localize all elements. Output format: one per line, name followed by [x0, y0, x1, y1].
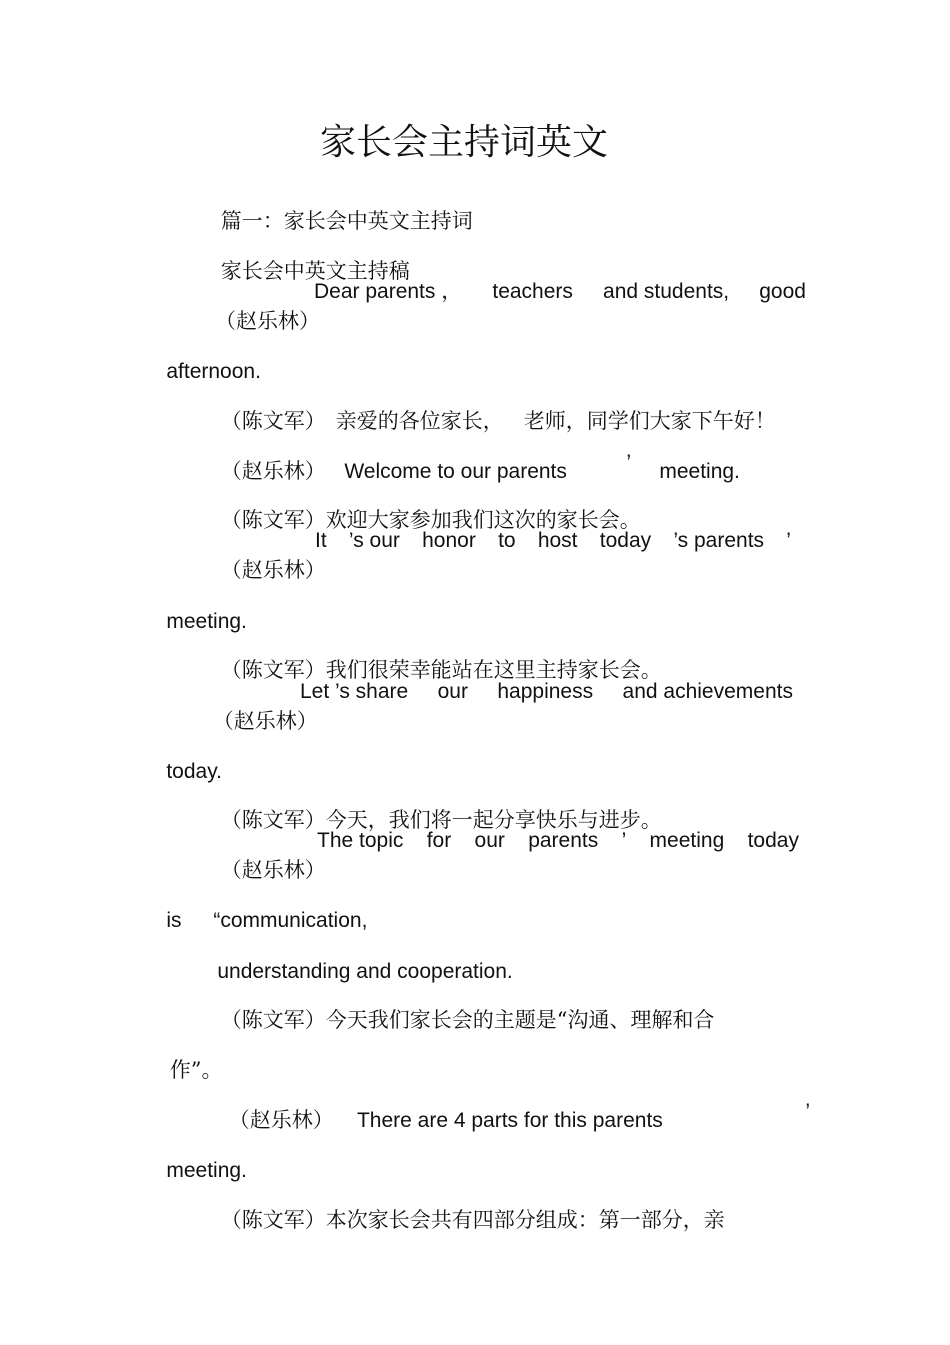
word: ’ — [805, 1100, 811, 1123]
speaker-label: （赵乐林） — [228, 1108, 334, 1132]
speaker-label: （陈文军） — [220, 1008, 326, 1032]
word: It — [315, 529, 327, 552]
word: There are 4 parts for this parents — [356, 1109, 663, 1132]
line-text: afternoon. — [166, 360, 261, 383]
word: and achievements — [622, 680, 793, 703]
line-text: 我们很荣幸能站在这里主持家长会。 — [325, 658, 662, 682]
line-text: meeting. — [166, 610, 247, 633]
word: honor — [422, 529, 476, 552]
word: Let ’s share — [300, 680, 409, 703]
line-text: 篇一：家长会中英文主持词 — [220, 209, 473, 233]
dialogue-english — [636, 427, 740, 517]
speaker-label: （赵乐林） — [220, 459, 326, 483]
word: and students, — [603, 280, 730, 303]
line-text: 作”。 — [169, 1058, 223, 1082]
word: good — [759, 280, 806, 303]
speaker-label: （陈文军） — [220, 508, 326, 532]
speaker-label: （赵乐林） — [220, 858, 326, 882]
word: “communication, — [213, 909, 368, 932]
word: ’ — [621, 829, 627, 852]
word: ’s our — [348, 529, 400, 552]
speaker-label: （陈文军） — [220, 409, 326, 433]
word: today — [599, 529, 652, 552]
dialogue-english — [334, 1076, 663, 1166]
continuation-line — [143, 876, 182, 966]
word: our — [437, 680, 468, 703]
apostrophe — [782, 1067, 810, 1157]
dialogue-line — [194, 1175, 725, 1265]
dialogue-english — [317, 826, 799, 856]
word: ’ — [786, 529, 791, 552]
line-text: 家长会中英文主持稿 — [220, 259, 410, 283]
speaker-label: （赵乐林） — [220, 558, 326, 582]
word: parents — [528, 829, 599, 852]
dialogue-english — [314, 277, 806, 307]
word: happiness — [497, 680, 594, 703]
word: our — [474, 829, 505, 852]
word: host — [537, 529, 578, 552]
word: teachers — [492, 280, 573, 303]
line-text: 亲爱的各位家长， 老师，同学们大家下午好！ — [335, 409, 776, 433]
word: Dear parents ， — [314, 280, 463, 303]
line-text: 本次家长会共有四部分组成：第一部分，亲 — [325, 1208, 725, 1232]
line-text: meeting. — [166, 1159, 247, 1182]
word: is — [166, 909, 182, 932]
speaker-label: （陈文军） — [220, 1208, 326, 1232]
speaker-label: （赵乐林） — [212, 709, 318, 733]
dialogue-english — [300, 677, 793, 707]
line-text: today. — [166, 760, 222, 783]
dialogue-line — [194, 975, 714, 1065]
word: meeting. — [659, 460, 740, 483]
word: ’s parents — [673, 529, 765, 552]
line-text: 今天我们家长会的主题是“沟通、理解和合 — [325, 1008, 715, 1032]
word: to — [498, 529, 516, 552]
speaker-label: （赵乐林） — [215, 309, 320, 333]
dialogue-english — [315, 526, 791, 556]
word: The topic — [317, 829, 404, 852]
speaker-label: （陈文军） — [220, 808, 326, 832]
word: ’ — [626, 451, 632, 474]
line-text: 欢迎大家参加我们这次的家长会。 — [325, 508, 641, 532]
word: for — [426, 829, 452, 852]
word: today — [747, 829, 799, 852]
word: Welcome to our parents — [344, 460, 567, 483]
line-text: understanding and cooperation. — [217, 960, 513, 983]
speaker-label: （陈文军） — [220, 658, 326, 682]
word: meeting — [649, 829, 725, 852]
document-title: 家长会主持词英文 — [319, 122, 608, 163]
line-text: 今天，我们将一起分享快乐与进步。 — [325, 808, 662, 832]
